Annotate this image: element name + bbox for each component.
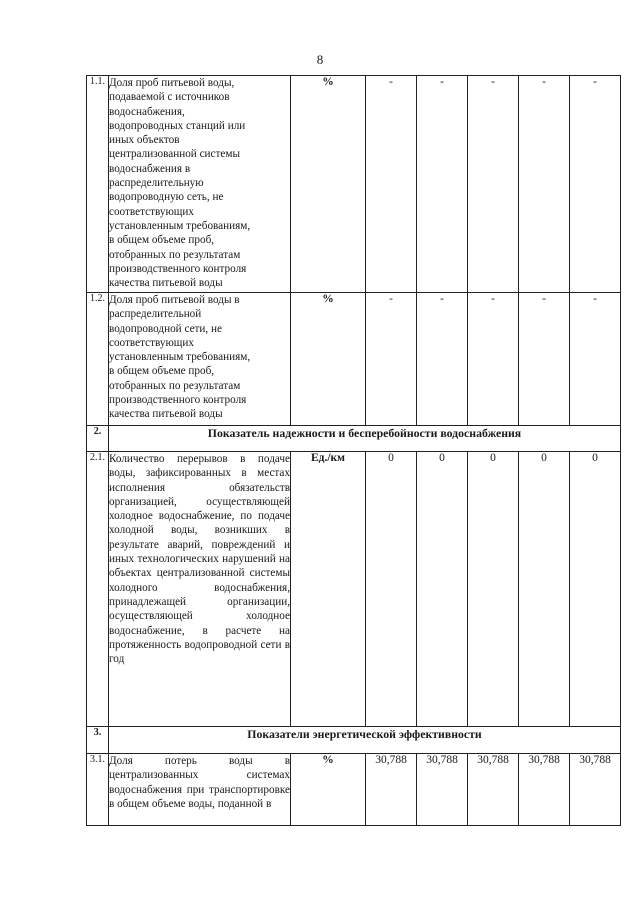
value-cell: -	[519, 293, 570, 426]
value-cell: -	[468, 76, 519, 293]
value-cell: -	[417, 76, 468, 293]
section-title: Показатели энергетической эффективности	[109, 727, 621, 754]
page-number: 8	[316, 52, 324, 67]
value-cell: 30,788	[366, 754, 417, 826]
value-cell: 0	[468, 452, 519, 727]
indicator-description: Доля потерь воды в централизованных системах водоснабжения при транспортировке в общем объеме воды, поданной в	[109, 754, 291, 826]
desc-line: водопроводную сеть, не	[109, 191, 224, 204]
section-row-2	[87, 426, 621, 452]
value-cell: 0	[570, 452, 621, 727]
unit-cell: %	[291, 293, 366, 426]
desc-line: установленным требованиям,	[109, 351, 251, 364]
section-row-3	[87, 727, 621, 754]
table-row-2-1	[87, 452, 621, 727]
desc-line: Доля проб питьевой воды в	[109, 294, 240, 306]
desc-line: производственного контроля	[109, 394, 247, 407]
value-cell: -	[570, 76, 621, 293]
indicator-description	[109, 76, 291, 293]
desc-line: водопроводных станций или	[109, 119, 246, 132]
value-cell: 30,788	[417, 754, 468, 826]
value-cell: -	[519, 76, 570, 293]
value-cell: -	[468, 293, 519, 426]
desc-line: водоснабжения в	[109, 162, 191, 175]
desc-line: централизованной системы	[109, 148, 240, 161]
desc-line: соответствующих	[109, 336, 195, 349]
desc-line: установленным требованиям,	[109, 219, 251, 232]
desc-line: распределительной	[109, 308, 202, 321]
indicator-description	[109, 293, 291, 426]
table-row-1-1	[87, 76, 621, 293]
unit-cell: Ед./км	[291, 452, 366, 727]
desc-line: распределительную	[109, 177, 204, 190]
value-cell: 30,788	[570, 754, 621, 826]
value-cell: -	[417, 293, 468, 426]
indicator-description: Количество перерывов в подаче воды, зафиксированных в местах исполнения обязательств организацией, осуществляющей холодное водоснабжение, по подаче холодной воды, возникших в результате аварий, повреждений и иных технологических нарушений на объектах централизованной системы холодного водоснабжения, принадлежащей организации, осуществляющей холодное водоснабжение, в расчете на протяженность водопроводной сети в год	[109, 452, 291, 727]
unit-cell: %	[291, 754, 366, 826]
desc-line: Доля проб питьевой воды,	[109, 77, 235, 89]
desc-line: отобранных по результатам	[109, 379, 241, 392]
value-cell: 0	[417, 452, 468, 727]
value-cell: 30,788	[468, 754, 519, 826]
desc-line: в общем объеме проб,	[109, 234, 215, 247]
indicators-table	[86, 75, 621, 826]
section-title: Показатель надежности и бесперебойности водоснабжения	[109, 426, 621, 452]
row-number: 1.2.	[87, 293, 109, 426]
desc-line: иных объектов	[109, 134, 180, 147]
desc-line: подаваемой с источников	[109, 91, 230, 104]
table-row-1-2	[87, 293, 621, 426]
unit-cell: %	[291, 76, 366, 293]
value-cell: -	[570, 293, 621, 426]
table-row-3-1	[87, 754, 621, 826]
value-cell: -	[366, 76, 417, 293]
value-cell: -	[366, 293, 417, 426]
value-cell: 30,788	[519, 754, 570, 826]
value-cell: 0	[366, 452, 417, 727]
desc-line: водоснабжения,	[109, 105, 185, 118]
desc-line: отобранных по результатам	[109, 248, 241, 261]
desc-line: в общем объеме проб,	[109, 365, 215, 378]
desc-line: водопроводной сети, не	[109, 322, 222, 335]
desc-line: качества питьевой воды	[109, 277, 223, 290]
section-number: 2.	[87, 426, 109, 452]
value-cell: 0	[519, 452, 570, 727]
section-number: 3.	[87, 727, 109, 754]
row-number: 2.1.	[87, 452, 109, 727]
row-number: 3.1.	[87, 754, 109, 826]
row-number: 1.1.	[87, 76, 109, 293]
desc-line: соответствующих	[109, 205, 195, 218]
desc-line: производственного контроля	[109, 262, 247, 275]
desc-line: качества питьевой воды	[109, 408, 223, 421]
